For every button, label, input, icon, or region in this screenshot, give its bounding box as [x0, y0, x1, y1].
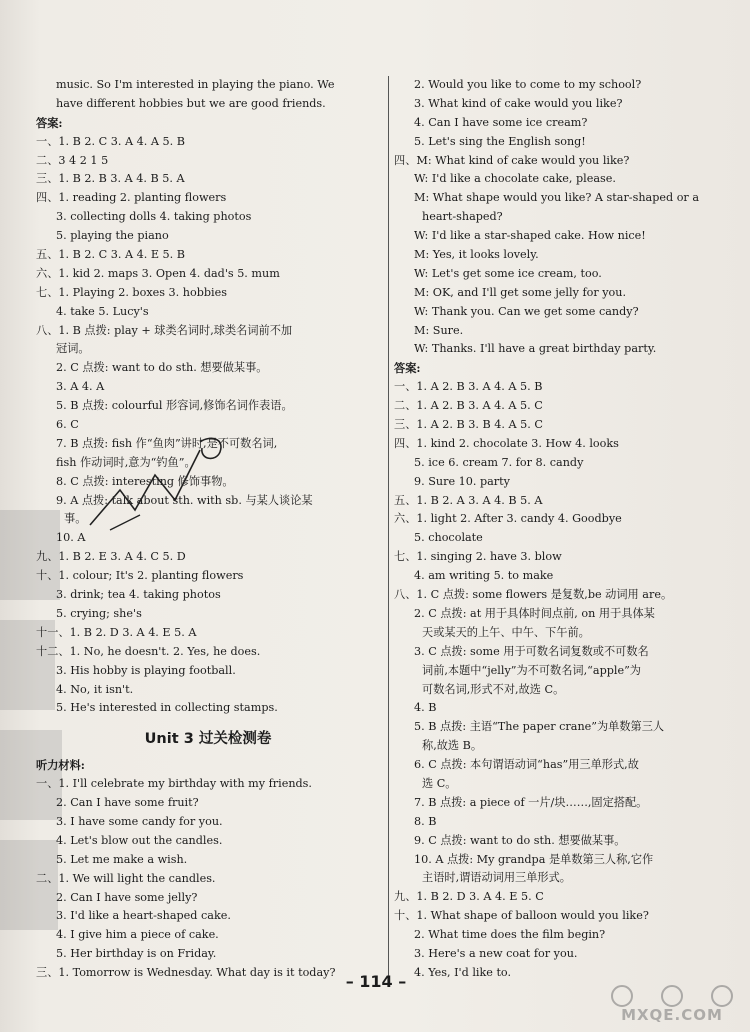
left-column-line: 十、1. colour; It's 2. planting flowers: [36, 569, 244, 583]
left-column-line: 5. playing the piano: [56, 229, 169, 243]
left-answer-list: [36, 76, 380, 718]
left-column-line: 十一、1. B 2. D 3. A 4. E 5. A: [36, 625, 197, 639]
right-column-line: 三、1. A 2. B 3. B 4. A 5. C: [394, 418, 543, 432]
right-column-line: 十、1. What shape of balloon would you like?: [394, 909, 649, 923]
left-column-line: 10. A: [56, 531, 86, 545]
right-column-line: 10. A 点拨: My grandpa 是单数第三人称,它作: [414, 852, 654, 866]
right-column-line: 主语时,谓语动词用三单形式。: [422, 871, 571, 885]
watermark-logo-icon: [602, 984, 742, 1008]
left-column-line: 4. No, it isn't.: [56, 682, 134, 696]
right-column-line: 2. Would you like to come to my school?: [414, 78, 642, 91]
right-column-line: 5. Let's sing the English song!: [414, 134, 586, 148]
watermark-text: MXQE.COM: [621, 1006, 723, 1024]
right-column-line: 3. C 点拨: some 用于可数名词复数或不可数名: [414, 644, 649, 658]
right-column-line: 5. chocolate: [414, 531, 483, 545]
left-column-line: 9. A 点拨: talk about sth. with sb. 与某人谈论某: [56, 493, 313, 507]
right-column-line: 四、M: What kind of cake would you like?: [394, 153, 630, 167]
right-column-line: heart-shaped?: [422, 210, 503, 224]
left-column-line: 三、1. B 2. B 3. A 4. B 5. A: [36, 172, 185, 186]
left-column-line: 七、1. Playing 2. boxes 3. hobbies: [36, 285, 227, 299]
left-column-after-line: 听力材料:: [36, 758, 85, 773]
left-column-line: 事。: [64, 512, 87, 526]
right-column-line: 8. B: [414, 814, 437, 828]
left-column-line: music. So I'm interested in playing the piano. We: [56, 78, 335, 91]
left-column-line: 3. drink; tea 4. taking photos: [56, 588, 221, 602]
right-column-line: 词前,本题中“jelly”为不可数名词,“apple”为: [422, 663, 641, 677]
left-column-after-line: 5. Her birthday is on Friday.: [56, 947, 217, 961]
right-column-line: 选 C。: [422, 776, 457, 790]
right-column-line: 5. B 点拨: 主语“The paper crane”为单数第三人: [414, 720, 665, 734]
right-column-line: M: Sure.: [414, 323, 464, 337]
left-column-line: 一、1. B 2. C 3. A 4. A 5. B: [36, 134, 185, 148]
right-column-line: 7. B 点拨: a piece of 一片/块……,固定搭配。: [414, 795, 648, 809]
right-column-line: 2. What time does the film begin?: [414, 928, 606, 942]
right-column-line: 4. Can I have some ice cream?: [414, 115, 588, 129]
right-column-line: 五、1. B 2. A 3. A 4. B 5. A: [394, 493, 543, 507]
right-column-line: 4. Yes, I'd like to.: [414, 965, 512, 979]
left-column-line: 二、3 4 2 1 5: [36, 153, 109, 167]
left-column-line: 五、1. B 2. C 3. A 4. E 5. B: [36, 248, 185, 262]
left-column-line: 5. crying; she's: [56, 606, 142, 620]
left-column-after-line: 3. I'd like a heart-shaped cake.: [56, 909, 231, 923]
left-column-line: have different hobbies but we are good friends.: [56, 96, 326, 110]
right-column-line: 一、1. A 2. B 3. A 4. A 5. B: [394, 380, 543, 394]
left-column-line: 八、1. B 点拨: play + 球类名词时,球类名词前不加: [36, 323, 293, 337]
right-column-line: W: I'd like a chocolate cake, please.: [414, 172, 616, 186]
left-column-line: 6. C: [56, 418, 79, 432]
right-column-line: M: What shape would you like? A star-shaped or a: [414, 191, 699, 205]
right-column-line: 9. Sure 10. party: [414, 474, 510, 488]
right-column-line: 称,故选 B。: [422, 739, 483, 753]
left-column-after-line: 3. I have some candy for you.: [56, 814, 223, 828]
right-column-line: 八、1. C 点拨: some flowers 是复数,be 动词用 are。: [394, 588, 673, 602]
left-column-line: fish 作动词时,意为“钓鱼”。: [56, 455, 196, 469]
right-column-line: W: Let's get some ice cream, too.: [414, 266, 602, 280]
left-column-after-line: 三、1. Tomorrow is Wednesday. What day is it today?: [36, 966, 336, 980]
column-divider: [388, 76, 389, 976]
right-column-line: M: Yes, it looks lovely.: [414, 248, 539, 262]
right-answer-list: [394, 76, 712, 983]
right-column-line: 答案:: [394, 361, 421, 376]
right-column-line: 可数名词,形式不对,故选 C。: [422, 682, 565, 696]
right-column-line: 六、1. light 2. After 3. candy 4. Goodbye: [394, 512, 622, 526]
right-column-line: 4. am writing 5. to make: [414, 569, 554, 583]
left-column-line: 3. collecting dolls 4. taking photos: [56, 210, 252, 224]
left-column-after-line: 二、1. We will light the candles.: [36, 871, 216, 885]
right-column-line: 4. B: [414, 701, 437, 715]
left-column-after-line: 4. I give him a piece of cake.: [56, 928, 219, 942]
listening-material-list: [36, 756, 380, 983]
left-column-line: 四、1. reading 2. planting flowers: [36, 191, 227, 205]
left-column-after-line: 2. Can I have some fruit?: [56, 796, 199, 810]
right-column-line: W: Thank you. Can we get some candy?: [414, 304, 639, 318]
left-column-after-line: 4. Let's blow out the candles.: [56, 833, 223, 847]
right-column-line: 2. C 点拨: at 用于具体时间点前, on 用于具体某: [414, 606, 655, 620]
right-column-line: 二、1. A 2. B 3. A 4. A 5. C: [394, 399, 543, 413]
left-column-line: 4. take 5. Lucy's: [56, 304, 149, 318]
left-column-after-line: 5. Let me make a wish.: [56, 852, 188, 866]
right-column-line: 9. C 点拨: want to do sth. 想要做某事。: [414, 833, 626, 847]
left-column-after-line: 一、1. I'll celebrate my birthday with my friends.: [36, 777, 312, 791]
left-column-line: 九、1. B 2. E 3. A 4. C 5. D: [36, 550, 186, 564]
left-column-line: 8. C 点拨: interesting 修饰事物。: [56, 474, 234, 488]
right-column-line: W: Thanks. I'll have a great birthday party.: [414, 342, 657, 356]
right-column-line: 5. ice 6. cream 7. for 8. candy: [414, 455, 584, 469]
right-column-line: 四、1. kind 2. chocolate 3. How 4. looks: [394, 436, 619, 450]
left-column-line: 十二、1. No, he doesn't. 2. Yes, he does.: [36, 644, 261, 658]
left-column-line: 7. B 点拨: fish 作“鱼肉”讲时,是不可数名词,: [56, 436, 278, 450]
site-watermark: [602, 984, 742, 1028]
handwritten-scribble-graphic: [80, 430, 240, 540]
left-column-line: 答案:: [36, 115, 63, 130]
unit-title: Unit 3 过关检测卷: [144, 731, 272, 748]
right-column-line: 九、1. B 2. D 3. A 4. E 5. C: [394, 890, 544, 904]
right-column-line: M: OK, and I'll get some jelly for you.: [414, 285, 627, 299]
left-column-line: 5. B 点拨: colourful 形容词,修饰名词作表语。: [56, 399, 293, 413]
left-column-line: 3. His hobby is playing football.: [56, 663, 236, 677]
right-column: [394, 76, 712, 983]
left-column-after-line: 2. Can I have some jelly?: [56, 890, 198, 904]
left-column-line: 冠词。: [56, 342, 90, 356]
right-column-line: 天或某天的上午、中午、下午前。: [422, 625, 590, 639]
right-column-line: W: I'd like a star-shaped cake. How nice!: [414, 229, 646, 243]
left-column-line: 3. A 4. A: [56, 380, 105, 394]
page-number: – 114 –: [345, 972, 407, 991]
left-column-line: 5. He's interested in collecting stamps.: [56, 701, 278, 715]
right-column-line: 6. C 点拨: 本句谓语动词“has”用三单形式,故: [414, 758, 639, 772]
left-column-line: 六、1. kid 2. maps 3. Open 4. dad's 5. mum: [36, 266, 280, 280]
right-column-line: 3. What kind of cake would you like?: [414, 96, 623, 110]
left-column-line: 2. C 点拨: want to do sth. 想要做某事。: [56, 361, 268, 375]
right-column-line: 七、1. singing 2. have 3. blow: [394, 550, 562, 564]
right-column-line: 3. Here's a new coat for you.: [414, 946, 578, 960]
